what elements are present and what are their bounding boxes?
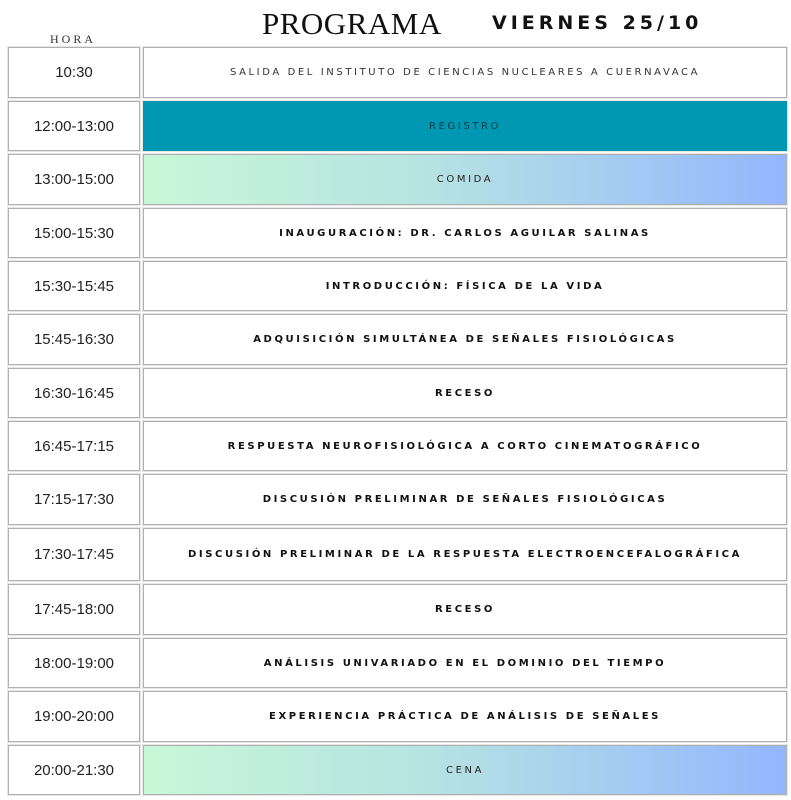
time-cell: 20:00-21:30 bbox=[8, 745, 140, 795]
time-cell: 19:00-20:00 bbox=[8, 691, 140, 742]
activity-cell: DISCUSIÓN PRELIMINAR DE SEÑALES FISIOLÓGICAS bbox=[143, 474, 787, 525]
schedule-row bbox=[8, 638, 787, 688]
schedule-row bbox=[8, 101, 787, 151]
schedule-row bbox=[8, 691, 787, 742]
schedule-row bbox=[8, 421, 787, 471]
time-cell: 13:00-15:00 bbox=[8, 154, 140, 205]
activity-cell: RECESO bbox=[143, 584, 787, 635]
schedule-row bbox=[8, 208, 787, 258]
schedule-row bbox=[8, 314, 787, 365]
page-title: PROGRAMA bbox=[262, 6, 442, 41]
schedule-row bbox=[8, 528, 787, 581]
time-cell: 18:00-19:00 bbox=[8, 638, 140, 688]
time-cell: 16:45-17:15 bbox=[8, 421, 140, 471]
activity-cell: ANÁLISIS UNIVARIADO EN EL DOMINIO DEL TIEMPO bbox=[143, 638, 787, 688]
time-cell: 17:15-17:30 bbox=[8, 474, 140, 525]
time-cell: 15:45-16:30 bbox=[8, 314, 140, 365]
schedule-row bbox=[8, 368, 787, 418]
activity-cell: DISCUSIÓN PRELIMINAR DE LA RESPUESTA ELECTROENCEFALOGRÁFICA bbox=[143, 528, 787, 581]
activity-cell: REGISTRO bbox=[143, 101, 787, 151]
activity-cell: INAUGURACIÓN: DR. CARLOS AGUILAR SALINAS bbox=[143, 208, 787, 258]
activity-cell: SALIDA DEL INSTITUTO DE CIENCIAS NUCLEARES A CUERNAVACA bbox=[143, 47, 787, 98]
schedule-row bbox=[8, 154, 787, 205]
activity-cell: INTRODUCCIÓN: FÍSICA DE LA VIDA bbox=[143, 261, 787, 311]
activity-cell: ADQUISICIÓN SIMULTÁNEA DE SEÑALES FISIOLÓGICAS bbox=[143, 314, 787, 365]
activity-cell: COMIDA bbox=[143, 154, 787, 205]
activity-cell: CENA bbox=[143, 745, 787, 795]
time-cell: 12:00-13:00 bbox=[8, 101, 140, 151]
time-cell: 17:30-17:45 bbox=[8, 528, 140, 581]
time-cell: 17:45-18:00 bbox=[8, 584, 140, 635]
time-cell: 10:30 bbox=[8, 47, 140, 98]
activity-cell: RECESO bbox=[143, 368, 787, 418]
time-cell: 16:30-16:45 bbox=[8, 368, 140, 418]
time-cell: 15:00-15:30 bbox=[8, 208, 140, 258]
activity-cell: EXPERIENCIA PRÁCTICA DE ANÁLISIS DE SEÑALES bbox=[143, 691, 787, 742]
schedule-row bbox=[8, 584, 787, 635]
schedule-row bbox=[8, 745, 787, 795]
schedule-row bbox=[8, 474, 787, 525]
time-cell: 15:30-15:45 bbox=[8, 261, 140, 311]
schedule-row bbox=[8, 261, 787, 311]
hora-column-header: HORA bbox=[50, 32, 97, 46]
activity-cell: RESPUESTA NEUROFISIOLÓGICA A CORTO CINEMATOGRÁFICO bbox=[143, 421, 787, 471]
date-heading: VIERNES 25/10 bbox=[492, 12, 703, 34]
schedule-row bbox=[8, 47, 787, 98]
